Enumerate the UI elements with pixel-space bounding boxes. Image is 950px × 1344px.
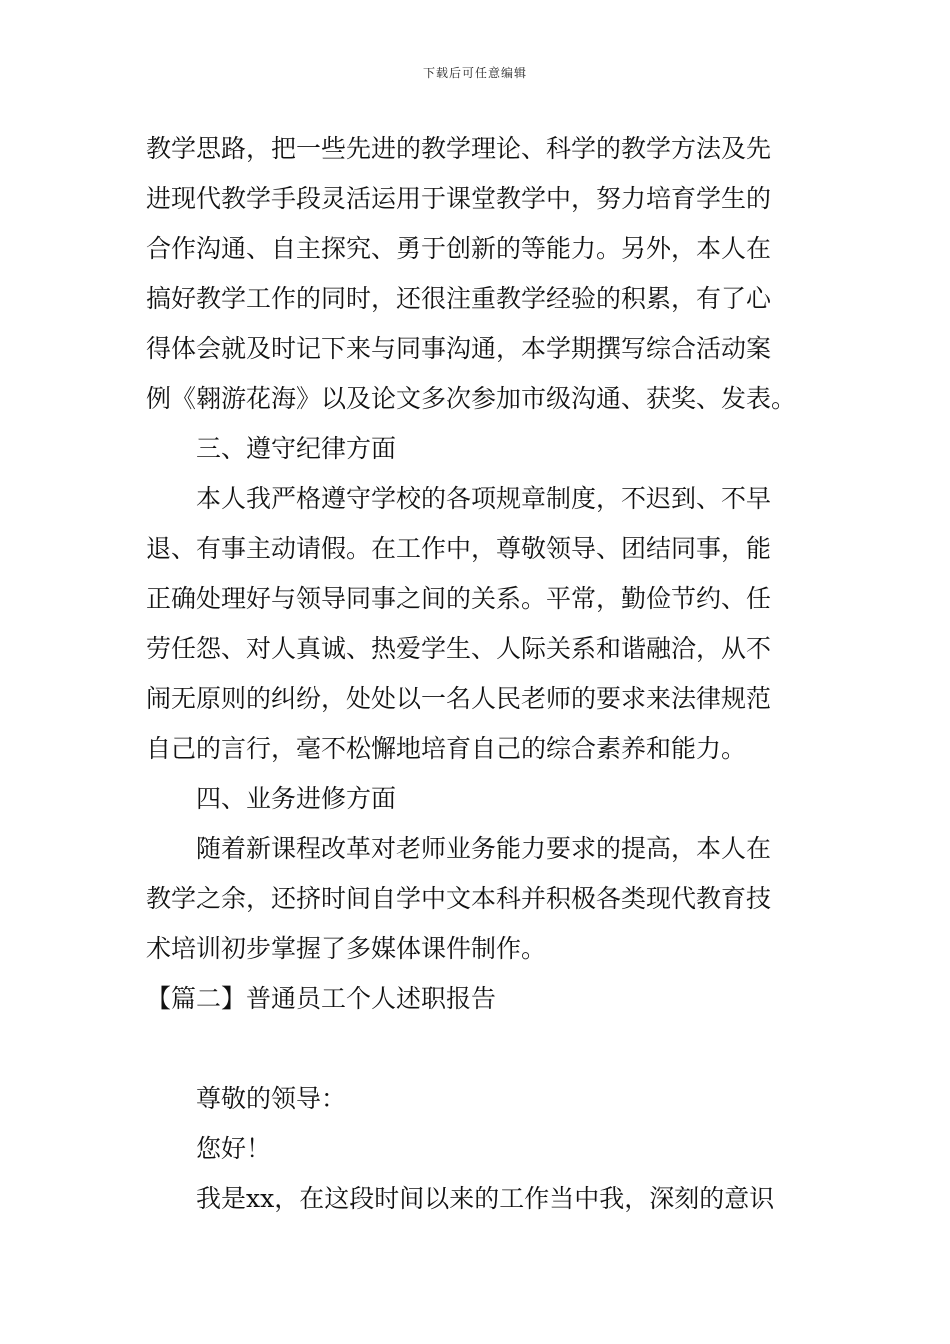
greeting: 您好！ bbox=[196, 1134, 272, 1163]
page-header-note: 下载后可任意编辑 bbox=[422, 66, 527, 80]
blank-line bbox=[146, 1024, 806, 1074]
paragraph-line: 随着新课程改革对老师业务能力要求的提高，本人在 bbox=[196, 834, 772, 863]
paragraph-line: 教学之余，还挤时间自学中文本科并积极各类现代教育技 bbox=[146, 884, 772, 913]
section-heading: 四、业务进修方面 bbox=[196, 784, 397, 813]
paragraph-line: 得体会就及时记下来与同事沟通，本学期撰写综合活动案 bbox=[146, 334, 772, 363]
paragraph-line: 劳任怨、对人真诚、热爱学生、人际关系和谐融洽，从不 bbox=[146, 634, 772, 663]
paragraph-line: 退、有事主动请假。在工作中，尊敬领导、团结同事，能 bbox=[146, 534, 772, 563]
salutation: 尊敬的领导： bbox=[196, 1084, 347, 1113]
paragraph-line: 闹无原则的纠纷，处处以一名人民老师的要求来法律规范 bbox=[146, 684, 772, 713]
paragraph-line: 自己的言行，毫不松懈地培育自己的综合素养和能力。 bbox=[146, 734, 747, 763]
document-body bbox=[146, 124, 806, 1224]
paragraph-line: 术培训初步掌握了多媒体课件制作。 bbox=[146, 934, 547, 963]
paragraph-line: 搞好教学工作的同时，还很注重教学经验的积累，有了心 bbox=[146, 284, 772, 313]
section-heading: 三、遵守纪律方面 bbox=[196, 434, 397, 463]
part-title: 【篇二】普通员工个人述职报告 bbox=[146, 984, 497, 1013]
paragraph-line: 我是xx，在这段时间以来的工作当中我，深刻的意识 bbox=[196, 1184, 775, 1213]
paragraph-line: 教学思路，把一些先进的教学理论、科学的教学方法及先 bbox=[146, 134, 772, 163]
paragraph-line: 例《翱游花海》以及论文多次参加市级沟通、获奖、发表。 bbox=[146, 384, 797, 413]
paragraph-line: 正确处理好与领导同事之间的关系。平常，勤俭节约、任 bbox=[146, 584, 772, 613]
paragraph-line: 合作沟通、自主探究、勇于创新的等能力。另外，本人在 bbox=[146, 234, 772, 263]
paragraph-line: 进现代教学手段灵活运用于课堂教学中，努力培育学生的 bbox=[146, 184, 772, 213]
paragraph-line: 本人我严格遵守学校的各项规章制度，不迟到、不早 bbox=[196, 484, 772, 513]
